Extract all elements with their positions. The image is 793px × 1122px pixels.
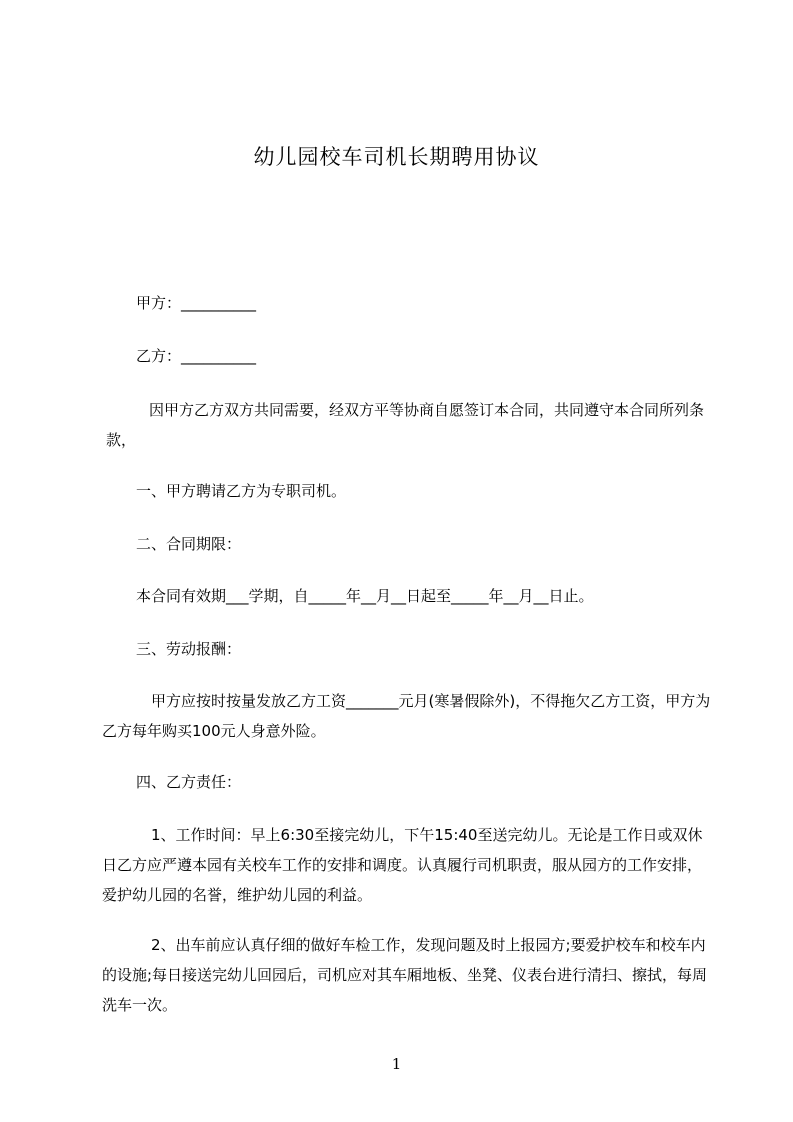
clause-4-item-1: 1、工作时间：早上6:30至接完幼儿，下午15:40至送完幼儿。无论是工作日或双休日乙方应严遵本园有关校车工作的安排和调度。认真履行司机职责，服从园方的工作安排，爱护幼儿园的名誉，维护幼儿园的利益。 [102,826,703,904]
clause-3-heading: 三、劳动报酬： [136,640,242,658]
preamble-paragraph: 因甲方乙方双方共同需要，经双方平等协商自愿签订本合同，共同遵守本合同所列条款， [106,401,705,449]
clause-2-heading: 二、合同期限： [136,535,242,553]
clause-4-item-2: 2、出车前应认真仔细的做好车检工作，发现问题及时上报园方;要爱护校车和校车内的设施;每日接送完幼儿回园后，司机应对其车厢地板、坐凳、仪表台进行清扫、擦拭，每周洗车一次。 [102,936,708,1014]
clause-4-heading: 四、乙方责任： [136,773,242,791]
clause-1: 一、甲方聘请乙方为专职司机。 [136,482,347,500]
clause-2-body: 本合同有效期___学期，自_____年__月__日起至_____年__月__日止。 [136,587,594,605]
document-title: 幼儿园校车司机长期聘用协议 [253,145,540,169]
clause-3-body: 甲方应按时按量发放乙方工资_______元月(寒暑假除外)，不得拖欠乙方工资，甲方为乙方每年购买100元人身意外险。 [102,692,711,740]
party-a-line: 甲方：__________ [136,294,257,312]
page-number: 1 [391,1055,402,1073]
party-b-line: 乙方：__________ [136,347,257,365]
